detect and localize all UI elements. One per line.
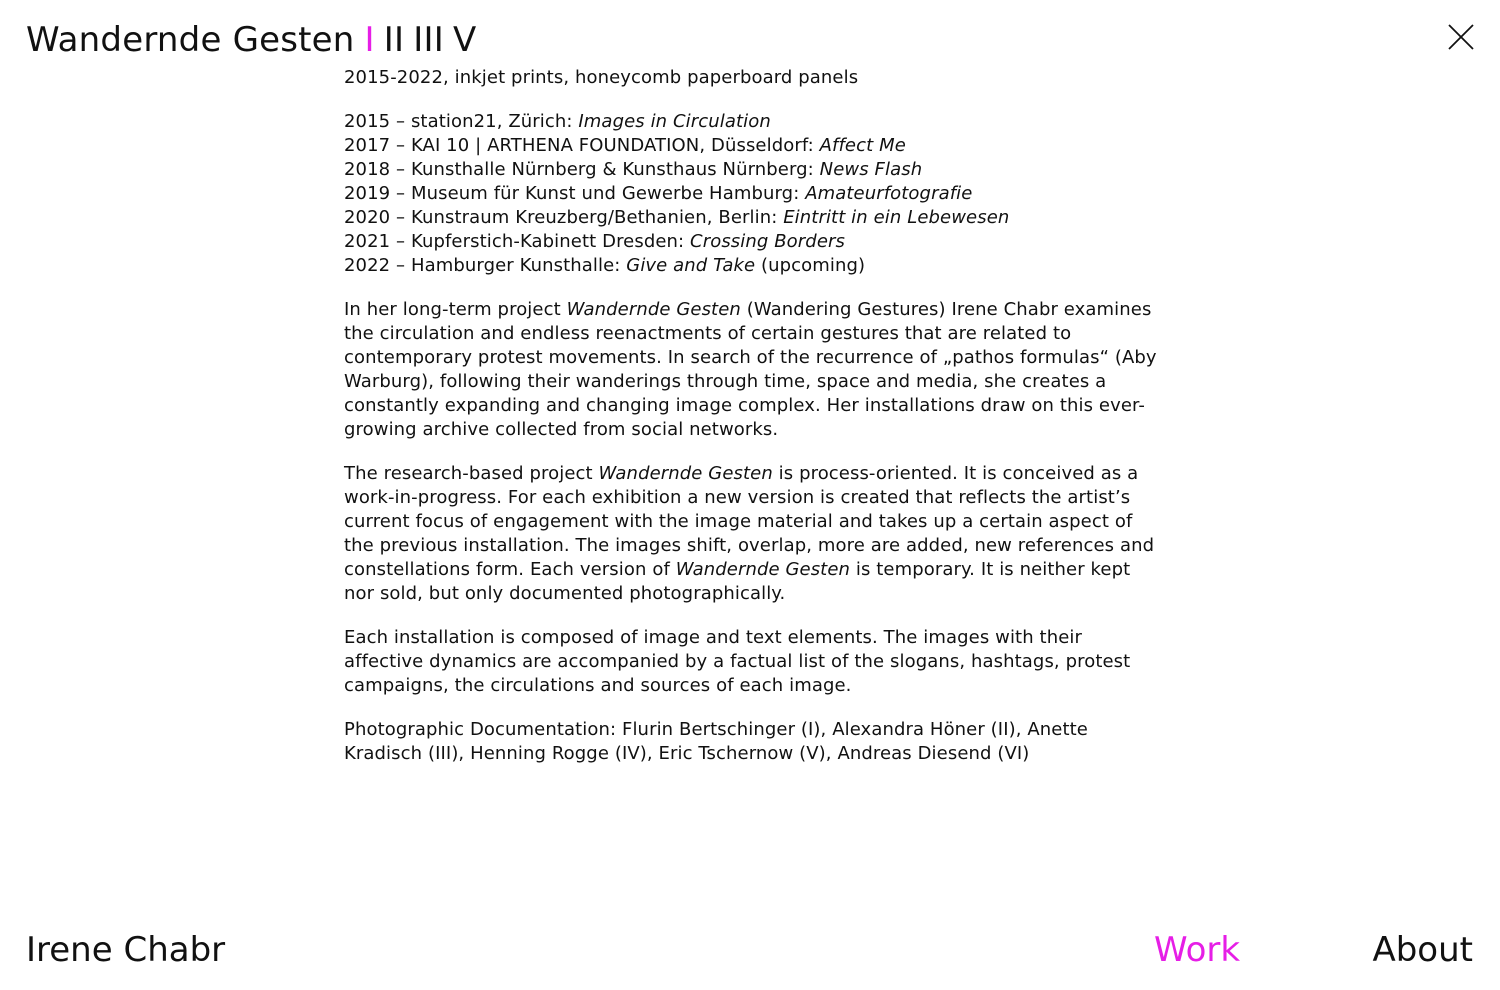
project-description	[344, 66, 1164, 786]
close-button[interactable]	[1448, 24, 1474, 50]
exhibition-item: 2019 – Museum für Kunst und Gewerbe Hamburg: Amateurfotografie	[344, 183, 973, 204]
version-link-v[interactable]: V	[452, 20, 477, 60]
artist-name-link[interactable]: Irene Chabr	[26, 930, 226, 970]
exhibition-item: 2018 – Kunsthalle Nürnberg & Kunsthaus Nürnberg: News Flash	[344, 159, 923, 180]
description-paragraph-2: The research-based project Wandernde Gesten is process-oriented. It is conceived as a work-in-progress. For each exhibition a new version is created that reflects the artist’s current focus of engagement with the image material and takes up a certain aspect of the previous installation. The images shift, overlap, more are added, new references and constellations form. Each version of Wandernde Gesten is temporary. It is neither kept nor sold, but only documented photographically.	[344, 463, 1155, 604]
project-header	[26, 20, 476, 60]
description-paragraph-3: Each installation is composed of image and text elements. The images with their affective dynamics are accompanied by a factual list of the slogans, hashtags, protest campaigns, the circulations and sources of each image.	[344, 627, 1131, 696]
exhibition-item: 2020 – Kunstraum Kreuzberg/Bethanien, Berlin: Eintritt in ein Lebewesen	[344, 207, 1010, 228]
materials-line: 2015-2022, inkjet prints, honeycomb paperboard panels	[344, 67, 859, 88]
version-link-iii[interactable]: III	[413, 20, 444, 60]
exhibition-list	[344, 110, 1164, 278]
exhibition-item: 2021 – Kupferstich-Kabinett Dresden: Crossing Borders	[344, 231, 845, 252]
version-link-i[interactable]: I	[364, 20, 375, 60]
nav-work[interactable]: Work	[1154, 930, 1241, 970]
close-icon	[1448, 24, 1474, 50]
project-title: Wandernde Gesten	[26, 20, 355, 60]
exhibition-item: 2015 – station21, Zürich: Images in Circulation	[344, 111, 771, 132]
description-paragraph-1: In her long-term project Wandernde Gesten (Wandering Gestures) Irene Chabr examines the circulation and endless reenactments of certain gestures that are related to contemporary protest movements. In search of the recurrence of „pathos formulas“ (Aby Warburg), following their wanderings through time, space and media, she creates a constantly expanding and changing image complex. Her installations draw on this ever-growing archive collected from social networks.	[344, 299, 1157, 440]
photo-credits: Photographic Documentation: Flurin Bertschinger (I), Alexandra Höner (II), Anette Kradisch (III), Henning Rogge (IV), Eric Tschernow (V), Andreas Diesend (VI)	[344, 719, 1088, 764]
nav-about[interactable]: About	[1372, 930, 1473, 970]
version-link-ii[interactable]: II	[383, 20, 405, 60]
exhibition-item: 2017 – KAI 10 | ARTHENA FOUNDATION, Düsseldorf: Affect Me	[344, 135, 906, 156]
exhibition-item: 2022 – Hamburger Kunsthalle: Give and Take (upcoming)	[344, 255, 866, 276]
